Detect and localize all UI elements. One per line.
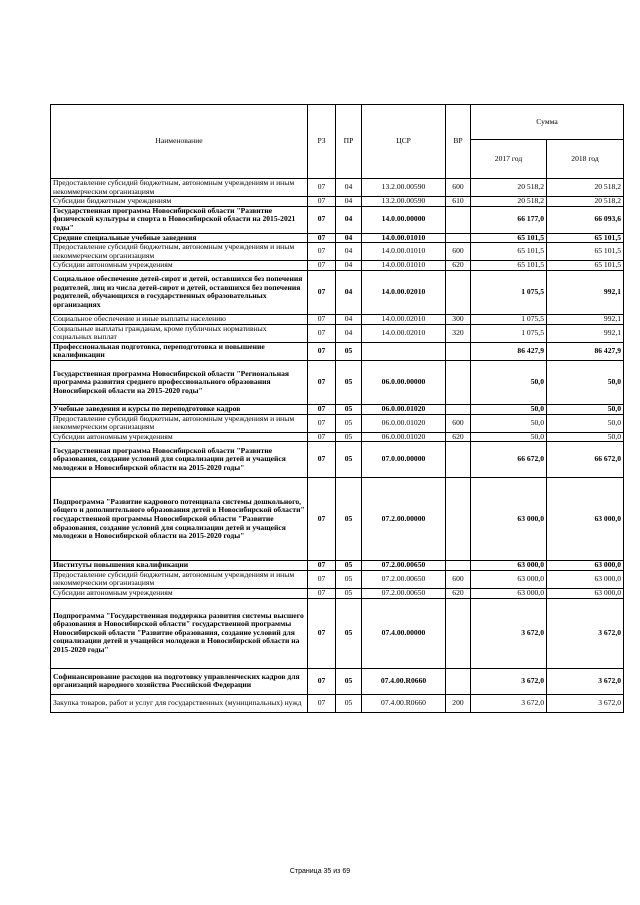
row-rz: 07: [308, 404, 336, 414]
row-sum-2018: 66 672,0: [547, 442, 624, 478]
row-sum-2017: 63 000,0: [471, 589, 547, 599]
row-sum-2017: 1 075,5: [471, 324, 547, 342]
row-name: Предоставление субсидий бюджетным, автономным учреждениям и иным некоммерческим организациям: [51, 179, 308, 197]
row-csr: 06.0.00.01020: [362, 432, 446, 442]
table-row: [51, 360, 624, 404]
row-rz: 07: [308, 261, 336, 271]
row-rz: 07: [308, 360, 336, 404]
row-rz: 07: [308, 270, 336, 314]
row-vr: 600: [446, 570, 471, 588]
table-row: [51, 414, 624, 432]
row-rz: 07: [308, 243, 336, 261]
row-pr: 04: [336, 261, 362, 271]
row-pr: 05: [336, 561, 362, 571]
row-rz: 07: [308, 561, 336, 571]
row-name: Средние специальные учебные заведения: [51, 233, 308, 243]
row-csr: 07.2.00.00650: [362, 561, 446, 571]
row-csr: 07.2.00.00000: [362, 478, 446, 561]
row-sum-2017: 65 101,5: [471, 243, 547, 261]
row-name: Софинансирование расходов на подготовку управленческих кадров для организаций народного хозяйства Российской Федерации: [51, 668, 308, 694]
row-vr: [446, 561, 471, 571]
row-rz: 07: [308, 179, 336, 197]
row-sum-2017: 65 101,5: [471, 261, 547, 271]
row-csr: 07.0.00.00000: [362, 442, 446, 478]
row-sum-2018: 20 518,2: [547, 179, 624, 197]
row-name: Социальное обеспечение детей-сирот и детей, оставшихся без попечения родителей, лиц из числа детей-сирот и детей, оставшихся без попечения родителей, обучающихся в государственных образовательных организациях: [51, 270, 308, 314]
row-name: Институты повышения квалификации: [51, 561, 308, 571]
row-sum-2017: 50,0: [471, 432, 547, 442]
row-sum-2017: 50,0: [471, 404, 547, 414]
row-vr: 600: [446, 243, 471, 261]
row-sum-2017: 1 075,5: [471, 270, 547, 314]
row-sum-2017: 20 518,2: [471, 197, 547, 207]
row-csr: 14.0.00.02010: [362, 270, 446, 314]
row-vr: [446, 270, 471, 314]
row-sum-2018: 65 101,5: [547, 233, 624, 243]
header-pr: ПР: [336, 105, 362, 179]
row-vr: 200: [446, 694, 471, 712]
row-rz: 07: [308, 694, 336, 712]
row-sum-2018: 3 672,0: [547, 598, 624, 668]
row-rz: 07: [308, 233, 336, 243]
row-pr: 05: [336, 360, 362, 404]
table-row: [51, 598, 624, 668]
row-name: Субсидии бюджетным учреждениям: [51, 197, 308, 207]
table-row: [51, 570, 624, 588]
row-name: Государственная программа Новосибирской области "Региональная программа развития среднего профессионального образования Новосибирской области на 2015-2020 годы": [51, 360, 308, 404]
row-name: Подпрограмма "Государственная поддержка развития системы высшего образования в Новосибирской области" государственной программы Новосибирской области "Развитие образования, создание условий для социализации детей и учащейся молодежи в Новосибирской области на 2015-2020 годы": [51, 598, 308, 668]
row-csr: 14.0.00.01010: [362, 243, 446, 261]
header-vr: ВР: [446, 105, 471, 179]
row-sum-2018: 63 000,0: [547, 589, 624, 599]
row-pr: 04: [336, 324, 362, 342]
row-rz: 07: [308, 324, 336, 342]
row-vr: [446, 598, 471, 668]
row-rz: 07: [308, 570, 336, 588]
row-csr: 14.0.00.02010: [362, 314, 446, 324]
row-sum-2018: 50,0: [547, 432, 624, 442]
row-vr: 300: [446, 314, 471, 324]
row-csr: 07.4.00.R0660: [362, 694, 446, 712]
row-csr: 06.0.00.01020: [362, 404, 446, 414]
row-sum-2017: 20 518,2: [471, 179, 547, 197]
row-vr: [446, 404, 471, 414]
row-csr: 07.2.00.00650: [362, 589, 446, 599]
row-name: Социальное обеспечение и иные выплаты населению: [51, 314, 308, 324]
row-name: Предоставление субсидий бюджетным, автономным учреждениям и иным некоммерческим организациям: [51, 570, 308, 588]
row-sum-2017: 3 672,0: [471, 694, 547, 712]
row-csr: 07.2.00.00650: [362, 570, 446, 588]
row-sum-2018: 992,1: [547, 324, 624, 342]
row-sum-2017: 86 427,9: [471, 342, 547, 360]
table-row: [51, 342, 624, 360]
row-csr: 06.0.00.00000: [362, 360, 446, 404]
row-sum-2017: 63 000,0: [471, 570, 547, 588]
row-sum-2018: 992,1: [547, 270, 624, 314]
row-rz: 07: [308, 414, 336, 432]
table-row: [51, 179, 624, 197]
row-pr: 05: [336, 598, 362, 668]
row-pr: 04: [336, 243, 362, 261]
row-sum-2017: 63 000,0: [471, 478, 547, 561]
row-name: Субсидии автономным учреждениям: [51, 432, 308, 442]
table-row: [51, 233, 624, 243]
row-rz: 07: [308, 342, 336, 360]
row-pr: 05: [336, 342, 362, 360]
header-2017: 2017 год: [471, 140, 547, 179]
row-sum-2017: 3 672,0: [471, 668, 547, 694]
row-rz: 07: [308, 432, 336, 442]
row-vr: 620: [446, 589, 471, 599]
row-sum-2018: 20 518,2: [547, 197, 624, 207]
row-vr: [446, 478, 471, 561]
row-name: Подпрограмма "Развитие кадрового потенциала системы дошкольного, общего и дополнительного образования детей в Новосибирской области" государственной программы Новосибирской области "Развитие образования, создание условий для социализации детей и учащейся молодежи в Новосибирской области на 2015-2020 годы": [51, 478, 308, 561]
row-rz: 07: [308, 598, 336, 668]
row-sum-2018: 992,1: [547, 314, 624, 324]
row-vr: 600: [446, 179, 471, 197]
row-csr: 06.0.00.01020: [362, 414, 446, 432]
header-csr: ЦСР: [362, 105, 446, 179]
row-pr: 05: [336, 432, 362, 442]
table-row: [51, 404, 624, 414]
row-vr: [446, 206, 471, 233]
table-row: [51, 243, 624, 261]
row-sum-2018: 63 000,0: [547, 570, 624, 588]
row-vr: [446, 233, 471, 243]
row-name: Предоставление субсидий бюджетным, автономным учреждениям и иным некоммерческим организациям: [51, 243, 308, 261]
row-pr: 04: [336, 314, 362, 324]
row-csr: 13.2.00.00590: [362, 197, 446, 207]
table-body: [51, 179, 624, 713]
row-csr: 14.0.00.02010: [362, 324, 446, 342]
row-name: Субсидии автономным учреждениям: [51, 589, 308, 599]
row-rz: 07: [308, 442, 336, 478]
row-sum-2017: 65 101,5: [471, 233, 547, 243]
row-sum-2018: 86 427,9: [547, 342, 624, 360]
header-name: Наименование: [51, 105, 308, 179]
row-name: Предоставление субсидий бюджетным, автономным учреждениям и иным некоммерческим организациям: [51, 414, 308, 432]
row-vr: 610: [446, 197, 471, 207]
table-row: [51, 478, 624, 561]
row-sum-2018: 3 672,0: [547, 694, 624, 712]
row-csr: 07.4.00.00000: [362, 598, 446, 668]
row-rz: 07: [308, 478, 336, 561]
row-pr: 04: [336, 233, 362, 243]
row-csr: 14.0.00.01010: [362, 233, 446, 243]
row-name: Социальные выплаты гражданам, кроме публичных нормативных социальных выплат: [51, 324, 308, 342]
table-row: [51, 261, 624, 271]
row-pr: 05: [336, 694, 362, 712]
row-vr: 620: [446, 432, 471, 442]
row-pr: 05: [336, 589, 362, 599]
row-vr: [446, 360, 471, 404]
row-pr: 04: [336, 206, 362, 233]
row-sum-2018: 63 000,0: [547, 561, 624, 571]
row-sum-2018: 50,0: [547, 414, 624, 432]
row-sum-2017: 1 075,5: [471, 314, 547, 324]
row-rz: 07: [308, 206, 336, 233]
table-row: [51, 442, 624, 478]
row-rz: 07: [308, 197, 336, 207]
row-name: Государственная программа Новосибирской области "Развитие образования, создание условий для социализации детей и учащейся молодежи в Новосибирской области на 2015-2020 годы": [51, 442, 308, 478]
row-csr: 14.0.00.00000: [362, 206, 446, 233]
row-vr: [446, 342, 471, 360]
row-sum-2017: 50,0: [471, 414, 547, 432]
table-row: [51, 561, 624, 571]
row-name: Закупка товаров, работ и услуг для государственных (муниципальных) нужд: [51, 694, 308, 712]
row-sum-2018: 50,0: [547, 360, 624, 404]
row-rz: 07: [308, 668, 336, 694]
table-row: [51, 668, 624, 694]
row-pr: 04: [336, 197, 362, 207]
table-row: [51, 270, 624, 314]
row-sum-2018: 65 101,5: [547, 261, 624, 271]
header-rz: РЗ: [308, 105, 336, 179]
header-sum: Сумма: [471, 105, 624, 140]
row-pr: 04: [336, 270, 362, 314]
table-row: [51, 432, 624, 442]
row-pr: 05: [336, 478, 362, 561]
table-row: [51, 589, 624, 599]
row-vr: 320: [446, 324, 471, 342]
row-pr: 05: [336, 404, 362, 414]
row-sum-2018: 63 000,0: [547, 478, 624, 561]
row-sum-2017: 3 672,0: [471, 598, 547, 668]
budget-table: [50, 104, 624, 713]
row-vr: 600: [446, 414, 471, 432]
table-row: [51, 694, 624, 712]
row-pr: 04: [336, 179, 362, 197]
row-sum-2018: 65 101,5: [547, 243, 624, 261]
row-pr: 05: [336, 668, 362, 694]
row-pr: 05: [336, 442, 362, 478]
table-row: [51, 314, 624, 324]
row-sum-2017: 66 672,0: [471, 442, 547, 478]
row-rz: 07: [308, 589, 336, 599]
row-sum-2018: 50,0: [547, 404, 624, 414]
row-vr: [446, 442, 471, 478]
row-sum-2017: 63 000,0: [471, 561, 547, 571]
row-csr: 13.2.00.00590: [362, 179, 446, 197]
row-name: Учебные заведения и курсы по переподготовке кадров: [51, 404, 308, 414]
header-2018: 2018 год: [547, 140, 624, 179]
page-number: Страница 35 из 69: [289, 868, 351, 875]
row-sum-2017: 66 177,0: [471, 206, 547, 233]
row-csr: 07.4.00.R0660: [362, 668, 446, 694]
row-name: Субсидии автономным учреждениям: [51, 261, 308, 271]
row-vr: 620: [446, 261, 471, 271]
row-rz: 07: [308, 314, 336, 324]
table-row: [51, 206, 624, 233]
row-pr: 05: [336, 414, 362, 432]
row-sum-2018: 66 093,6: [547, 206, 624, 233]
row-csr: 14.0.00.01010: [362, 261, 446, 271]
row-vr: [446, 668, 471, 694]
table-row: [51, 324, 624, 342]
row-csr: [362, 342, 446, 360]
row-pr: 05: [336, 570, 362, 588]
row-name: Государственная программа Новосибирской области "Развитие физической культуры и спорта в Новосибирской области на 2015-2021 годы": [51, 206, 308, 233]
row-name: Профессиональная подготовка, переподготовка и повышение квалификации: [51, 342, 308, 360]
row-sum-2018: 3 672,0: [547, 668, 624, 694]
row-sum-2017: 50,0: [471, 360, 547, 404]
table-row: [51, 197, 624, 207]
